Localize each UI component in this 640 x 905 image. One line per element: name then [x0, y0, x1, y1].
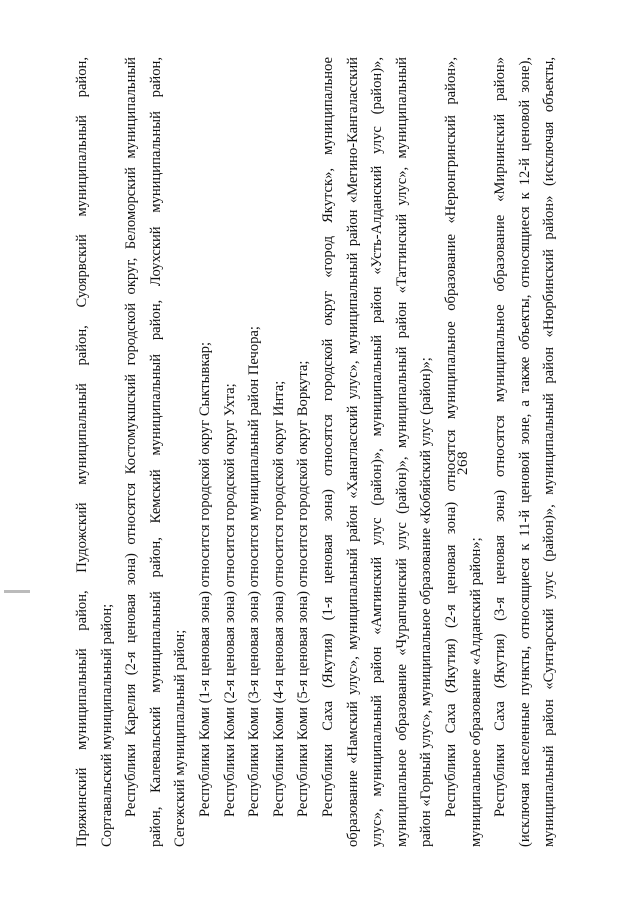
text-line: (исключая населенные пункты, относящиеся к 11-й ценовой зоне, а также объекты, относящиеся к 12-й ценовой зоне),: [516, 57, 533, 847]
text-line: Сортавальский муниципальный район;: [98, 603, 115, 847]
text-line: муниципальное образование «Алданский район»;: [467, 537, 484, 847]
text-line: Сегежский муниципальный район;: [172, 629, 189, 847]
text-line: Республики Коми (1-я ценовая зона) относится городской округ Сыктывкар;: [196, 341, 213, 817]
page-number: 268: [455, 451, 471, 475]
scan-edge-mark: [4, 590, 30, 593]
text-line: район «Горный улус», муниципальное образование «Кобяйский улус (район)»;: [418, 357, 435, 847]
text-line: Республики Саха (Якутия) (3-я ценовая зона) относятся муниципальное образование «Мирнинский район»: [492, 57, 509, 817]
text-line: Республики Коми (5-я ценовая зона) относится городской округ Воркута;: [295, 360, 312, 817]
document-body: [70, 57, 562, 847]
text-line: улус», муниципальный район «Амгинский улус (район)», муниципальный район «Усть-Алданский улус (район)»,: [369, 57, 386, 847]
text-line: образование «Намский улус», муниципальный район «Ханагласский улус», муниципальный район «Мегино-Кангаласский: [344, 57, 361, 847]
text-line: Пряжинский муниципальный район, Пудожский муниципальный район, Суоярвский муниципальный район,: [74, 57, 90, 847]
text-line: Республики Коми (2-я ценовая зона) относится городской округ Ухта;: [221, 383, 238, 817]
text-line: Республики Коми (3-я ценовая зона) относится муниципальный район Печора;: [246, 326, 263, 817]
text-line: Республики Коми (4-я ценовая зона) относится городской округ Инта;: [270, 380, 287, 817]
text-line: Республики Карелия (2-я ценовая зона) относятся Костомукшский городской округ, Беломорский муниципальный: [123, 57, 140, 817]
text-line: муниципальный район «Сунтарский улус (район)», муниципальный район «Нюрбинский район» (исключая объекты,: [541, 57, 558, 847]
text-line: Республики Саха (Якутия) (2-я ценовая зона) относятся муниципальное образование «Нерюнгринский район»,: [442, 57, 459, 817]
text-line: район, Калевальский муниципальный район, Кемский муниципальный район, Лоухский муниципальный район,: [147, 57, 164, 847]
text-line: Республики Саха (Якутия) (1-я ценовая зона) относятся городской округ «город Якутск», муниципальное: [319, 57, 336, 817]
text-line: муниципальное образование «Чурапчинский улус (район)», муниципальный район «Таттинский улус», муниципальный: [393, 57, 410, 847]
